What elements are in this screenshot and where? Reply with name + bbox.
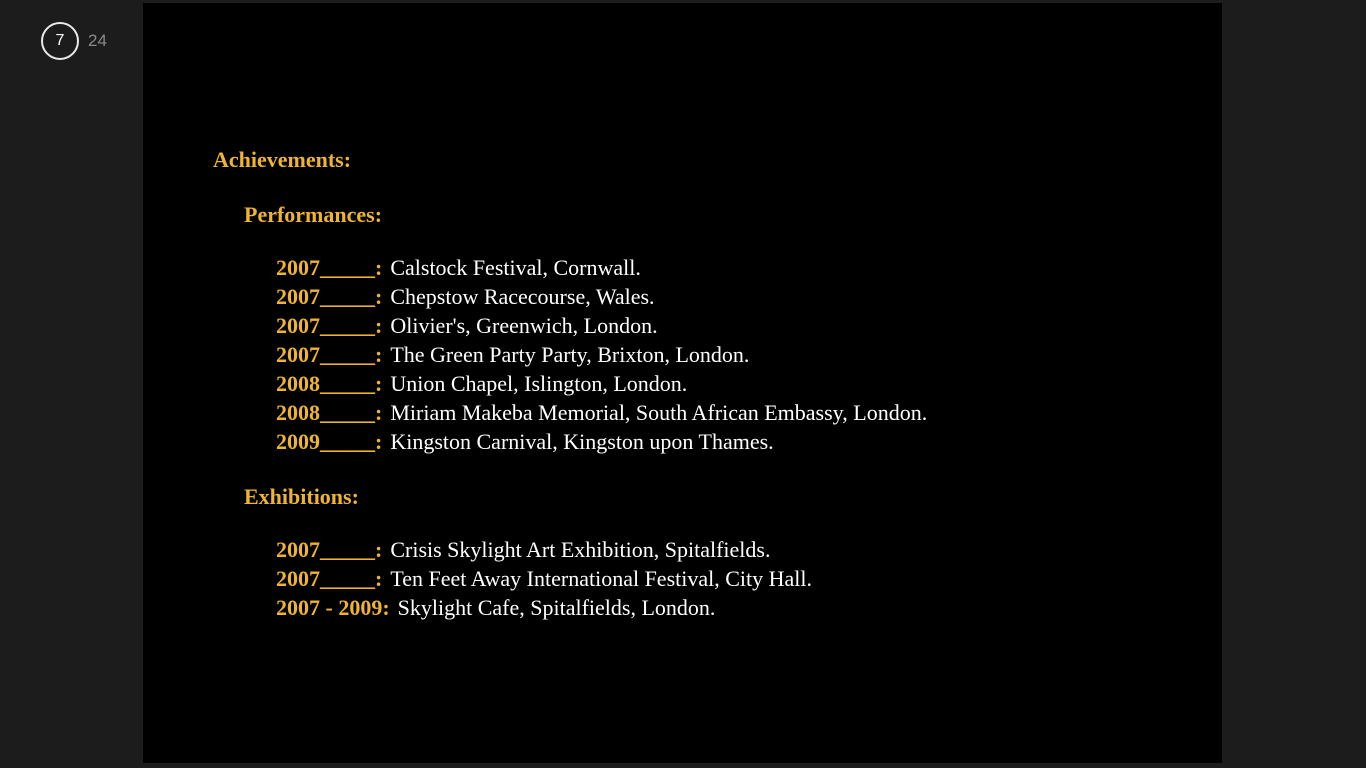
list-item bbox=[276, 253, 927, 282]
entry-year: 2007_____: bbox=[276, 537, 383, 562]
list-item bbox=[276, 427, 927, 456]
current-page-badge bbox=[41, 22, 79, 60]
entry-year: 2007_____: bbox=[276, 255, 383, 280]
list-item bbox=[276, 340, 927, 369]
entry-text: Miriam Makeba Memorial, South African Embassy, London. bbox=[390, 400, 928, 425]
list-item bbox=[276, 593, 812, 622]
entry-year: 2007_____: bbox=[276, 342, 383, 367]
entry-year: 2007_____: bbox=[276, 566, 383, 591]
entry-text: Ten Feet Away International Festival, City Hall. bbox=[390, 566, 813, 591]
entry-year: 2007_____: bbox=[276, 313, 383, 338]
entry-year: 2007 - 2009: bbox=[276, 595, 390, 620]
entry-year: 2009_____: bbox=[276, 429, 383, 454]
entry-text: Calstock Festival, Cornwall. bbox=[390, 255, 641, 280]
section-heading-exhibitions: Exhibitions: bbox=[244, 484, 359, 509]
entry-text: Chepstow Racecourse, Wales. bbox=[390, 284, 655, 309]
entry-year: 2008_____: bbox=[276, 371, 383, 396]
list-item bbox=[276, 398, 927, 427]
entry-year: 2008_____: bbox=[276, 400, 383, 425]
entry-text: Crisis Skylight Art Exhibition, Spitalfields. bbox=[390, 537, 771, 562]
list-item bbox=[276, 282, 927, 311]
current-page-number: 7 bbox=[55, 32, 65, 49]
performances-list bbox=[276, 253, 927, 456]
document-page bbox=[143, 3, 1222, 763]
exhibitions-list bbox=[276, 535, 812, 622]
entry-text: Skylight Cafe, Spitalfields, London. bbox=[397, 595, 716, 620]
total-page-count: 24 bbox=[88, 31, 107, 50]
list-item bbox=[276, 311, 927, 340]
page-indicator bbox=[41, 22, 107, 60]
entry-text: Union Chapel, Islington, London. bbox=[390, 371, 688, 396]
entry-text: Olivier's, Greenwich, London. bbox=[390, 313, 658, 338]
list-item bbox=[276, 564, 812, 593]
list-item bbox=[276, 535, 812, 564]
entry-text: The Green Party Party, Brixton, London. bbox=[390, 342, 750, 367]
list-item bbox=[276, 369, 927, 398]
entry-year: 2007_____: bbox=[276, 284, 383, 309]
section-heading-performances: Performances: bbox=[244, 202, 383, 227]
entry-text: Kingston Carnival, Kingston upon Thames. bbox=[390, 429, 774, 454]
page-title: Achievements: bbox=[213, 147, 352, 172]
